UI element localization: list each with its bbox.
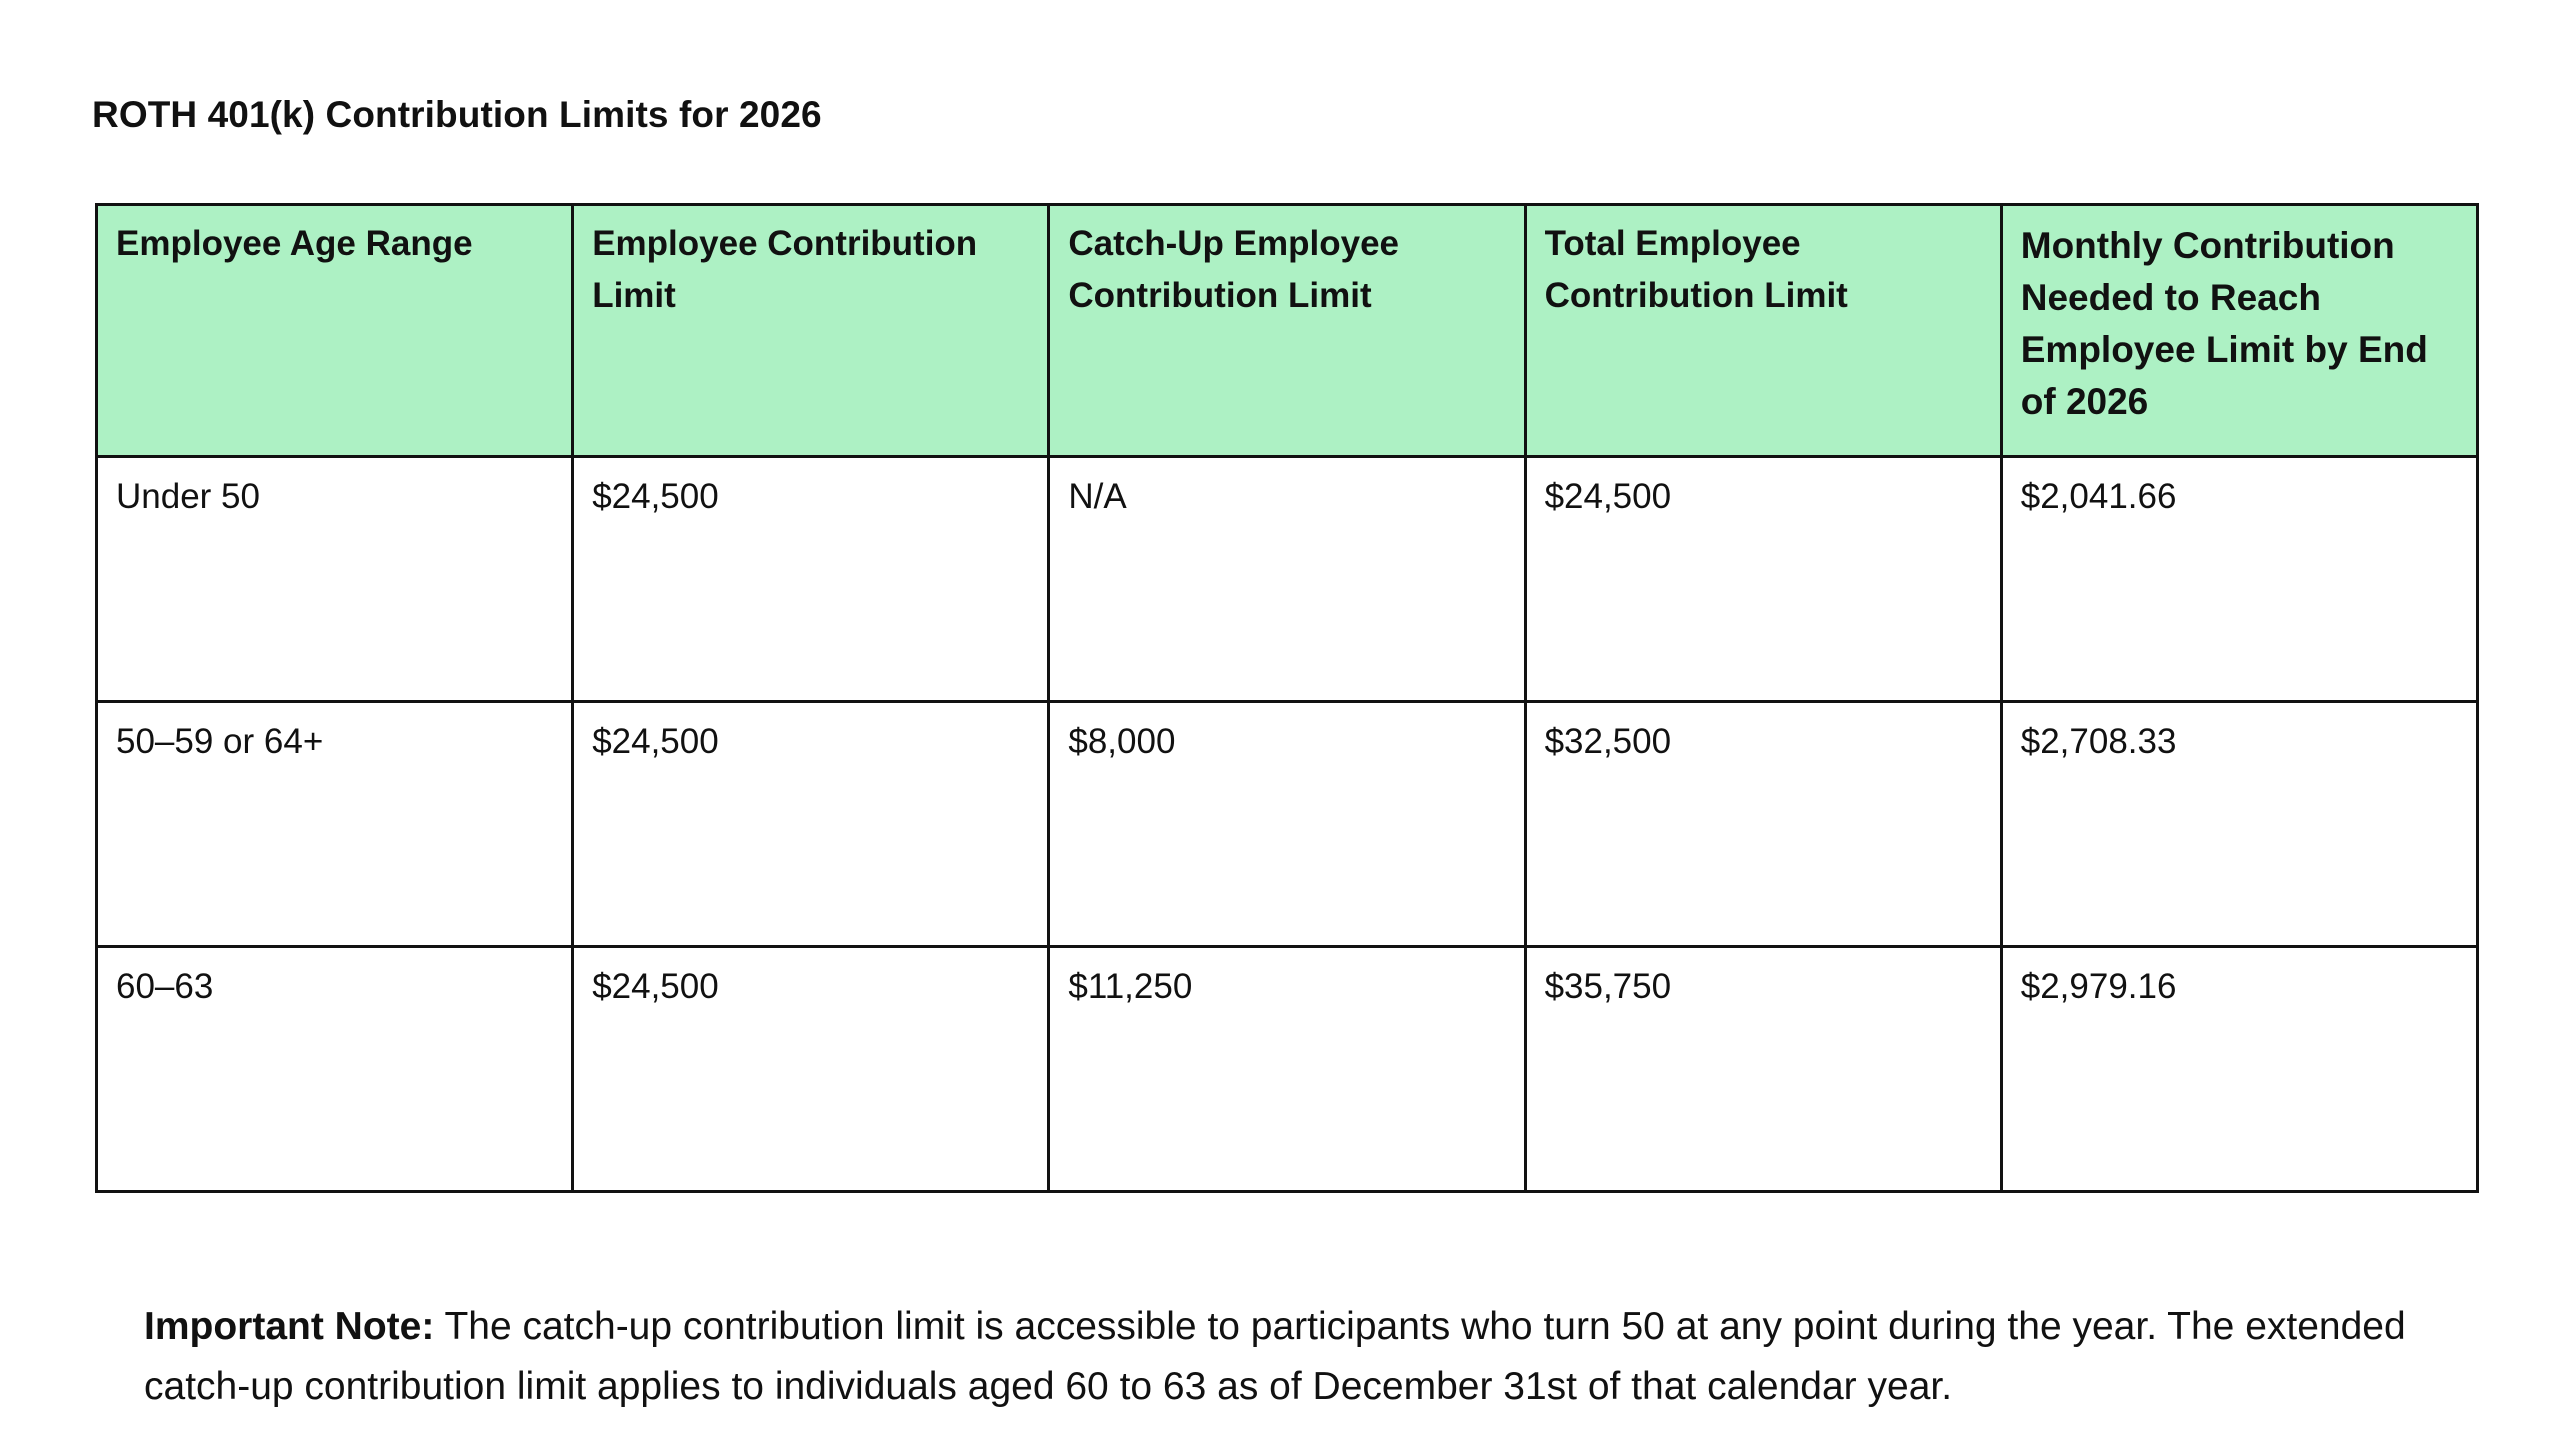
cell-employee-limit: $24,500: [573, 702, 1049, 947]
cell-total-limit: $32,500: [1525, 702, 2001, 947]
cell-total-limit: $24,500: [1525, 457, 2001, 702]
important-note: [144, 1297, 2444, 1417]
header-monthly-contribution-needed: Monthly Contribution Needed to Reach Employee Limit by End of 2026: [2001, 205, 2477, 457]
header-total-contribution-limit: Total Employee Contribution Limit: [1525, 205, 2001, 457]
table-header-row: [97, 205, 2478, 457]
cell-catch-up-limit: $11,250: [1049, 947, 1525, 1192]
cell-monthly-contribution: $2,708.33: [2001, 702, 2477, 947]
table-row: [97, 457, 2478, 702]
header-age-range: Employee Age Range: [97, 205, 573, 457]
cell-catch-up-limit: N/A: [1049, 457, 1525, 702]
table-row: [97, 702, 2478, 947]
cell-total-limit: $35,750: [1525, 947, 2001, 1192]
contribution-limits-table: [95, 203, 2479, 1193]
cell-employee-limit: $24,500: [573, 947, 1049, 1192]
header-catch-up-contribution-limit: Catch-Up Employee Contribution Limit: [1049, 205, 1525, 457]
important-note-text: The catch-up contribution limit is accessible to participants who turn 50 at any point during the year. The extended catch-up contribution limit applies to individuals aged 60 to 63 as of December 31st of that calendar year.: [144, 1305, 2406, 1408]
important-note-label: Important Note:: [144, 1305, 435, 1348]
cell-age-range: 60–63: [97, 947, 573, 1192]
table-row: [97, 947, 2478, 1192]
page-title: ROTH 401(k) Contribution Limits for 2026: [92, 94, 822, 135]
cell-catch-up-limit: $8,000: [1049, 702, 1525, 947]
header-employee-contribution-limit: Employee Contribution Limit: [573, 205, 1049, 457]
cell-employee-limit: $24,500: [573, 457, 1049, 702]
cell-monthly-contribution: $2,979.16: [2001, 947, 2477, 1192]
cell-age-range: Under 50: [97, 457, 573, 702]
cell-monthly-contribution: $2,041.66: [2001, 457, 2477, 702]
cell-age-range: 50–59 or 64+: [97, 702, 573, 947]
